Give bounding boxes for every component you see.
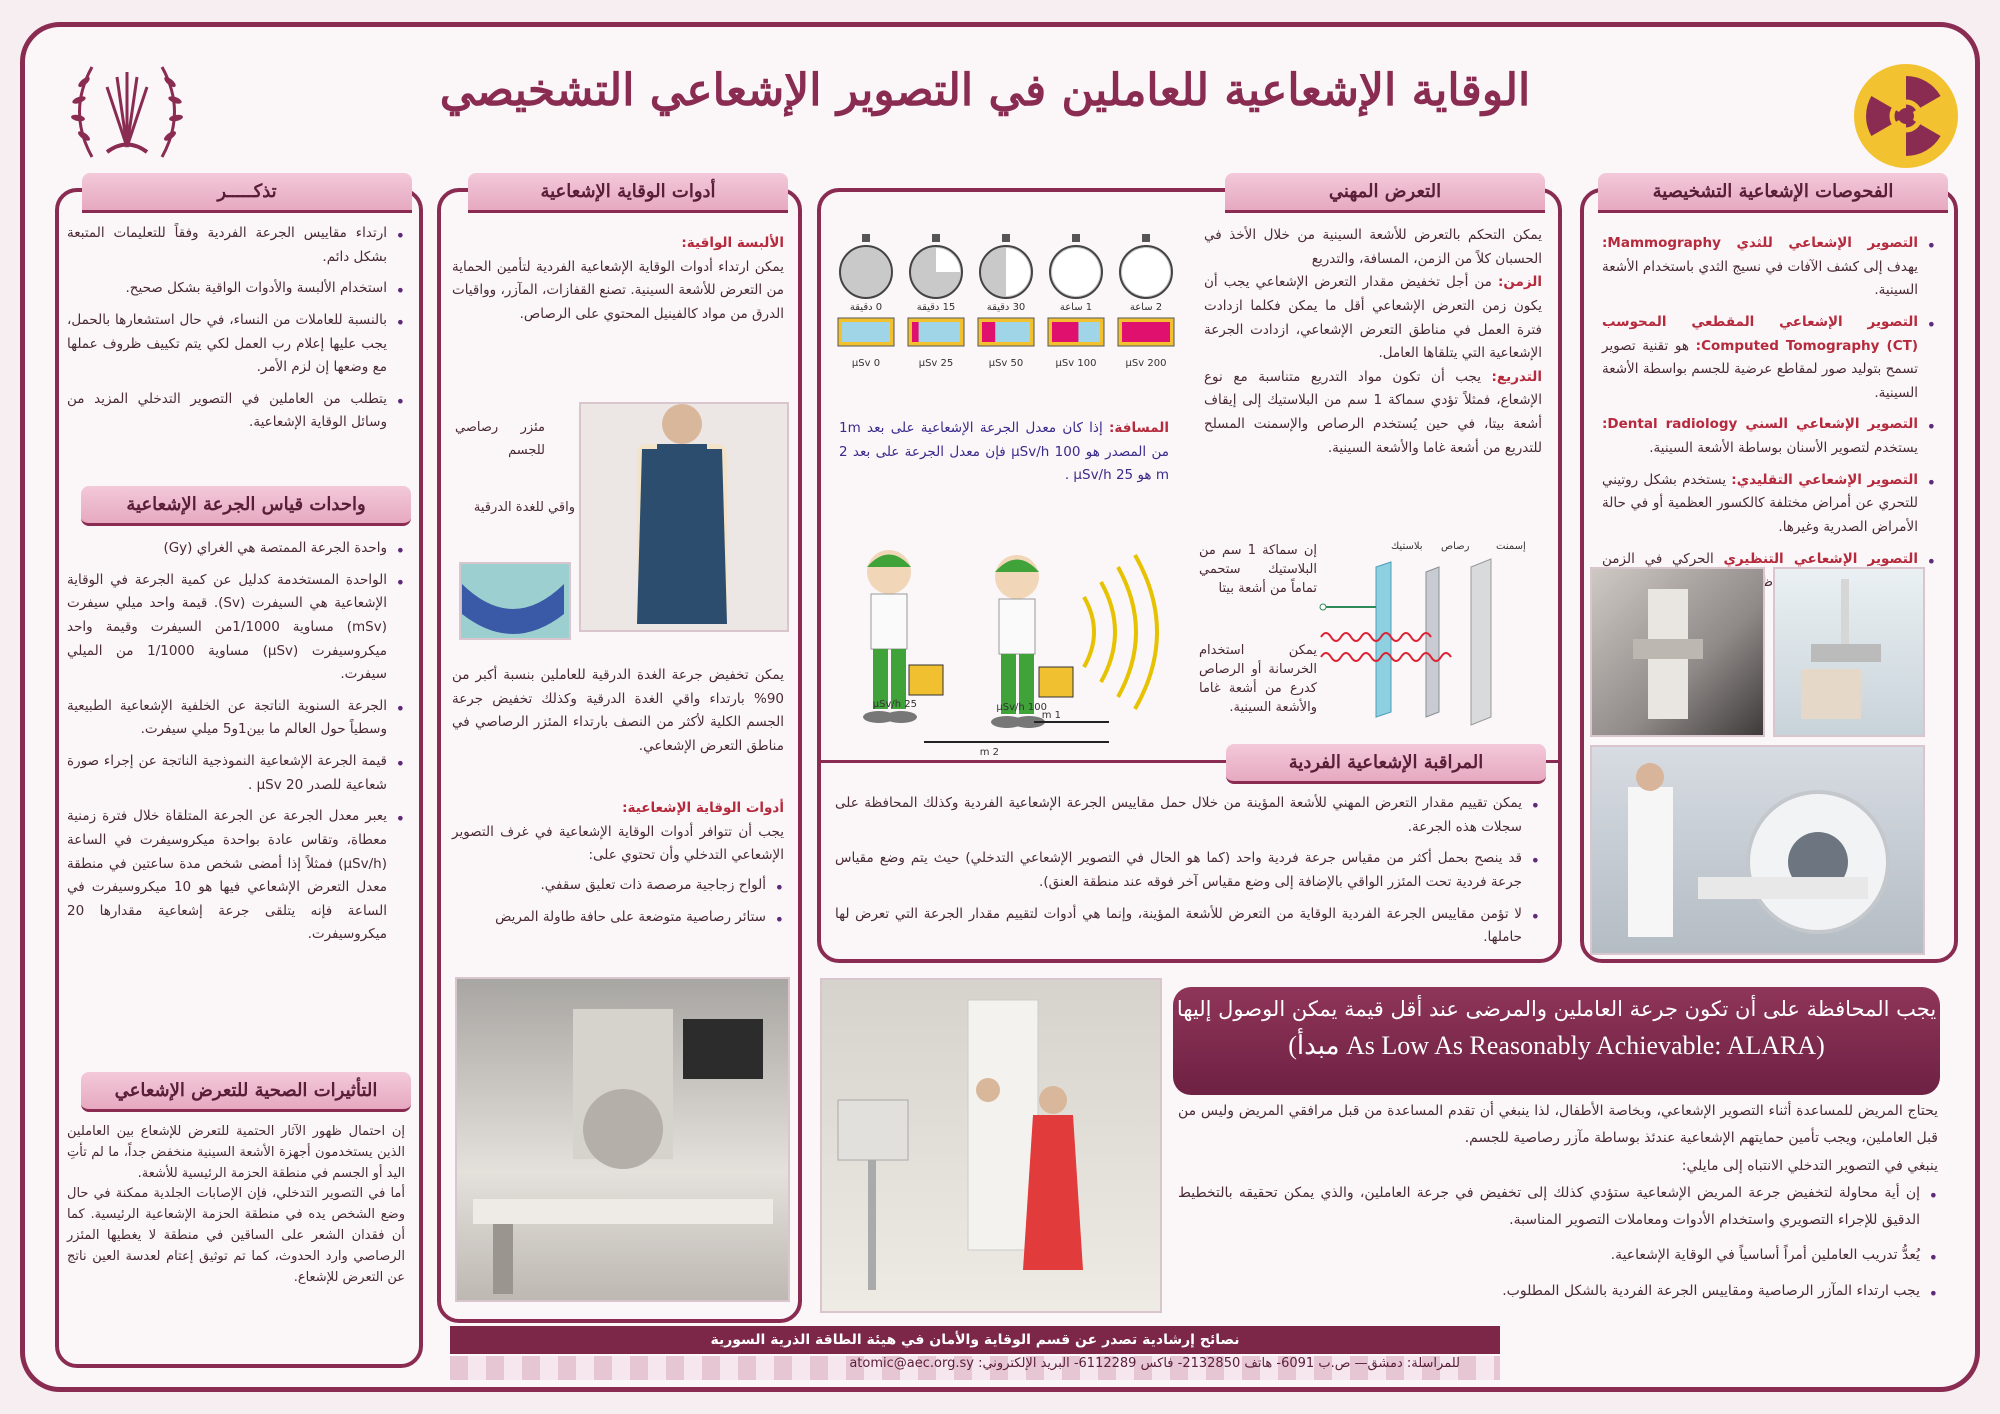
monitoring-list [835, 792, 1540, 958]
list-item: • التصوير الإشعاعي التنظيري الحركي في الزمن ناظم [1602, 548, 1936, 595]
dose-near-label: 100 µSv/h [996, 702, 1047, 713]
list-item: • يعبر معدل الجرعة عن الجرعة المتلقاة خلال فترة زمنية معطاة، وتقاس عادة بواحدة ميكروسيفرت في الساعة (µSv/h) فمثلاً إذا أمضى شخص مدة ساعتين في منطقة معدل التعرض الإشعاعي فيها هو 10 ميكروسيفرت في الساعة فإنه يتلقى جرعة إشعاعية مقدارها 20 ميكروسيفرت. [67, 805, 405, 947]
stopwatch-elapsed [1052, 248, 1100, 296]
list-item: • التصوير الإشعاعي المقطعي المحوسب Computed Tomography (CT): هو تقنية تصوير تسمح بتوليد صور لمقاطع عرضية للجسم بواسطة الأشعة السينية. [1602, 311, 1936, 406]
health-text: إن احتمال ظهور الآثار الحتمية للتعرض للإشعاع بين العاملين الذين يستخدمون أجهزة الأشعة السينية منخفض جداً، ما لم تأتِ اليد أو الجسم في منطقة الحزمة الرئيسية للأشعة. أما في التصوير التدخلي، فإن الإصابات الجلدية ممكنة في حال وضع الشخص يده في منطقة الحزمة الإشعاعية الرئيسية. كما أن فقدان الشعر على الساقين في منطقة لا يغطيها المئزر الرصاصي وارد الحدوث، كما تم توثيق إعتام لعدسة العين ناتج عن التعرض للإشعاع. [67, 1124, 405, 1285]
occupational-heading: التعرض المهني [1328, 181, 1442, 202]
worker-far [863, 550, 943, 723]
occupational-column [817, 188, 1562, 963]
dose-meter-fill [982, 322, 995, 342]
page-title: الوقاية الإشعاعية للعاملين في التصوير الإشعاعي التشخيصي [439, 65, 1531, 116]
list-item: • يُعدُّ تدريب العاملين أمراً أساسياً في الوقاية الإشعاعية. [1178, 1242, 1938, 1269]
radiography-room-photo [820, 978, 1162, 1313]
list-item: • قيمة الجرعة الإشعاعية النموذجية الناتجة عن إجراء صورة شعاعية للصدر 20 µSv . [67, 750, 405, 797]
exams-list [1584, 192, 1954, 595]
timer-label: 0 دقيقة [849, 302, 883, 313]
reduce-text: يمكن تخفيض جرعة الغدة الدرقية للعاملين بنسبة أكبر من 90% بارتداء واقي الغدة الدرقية وكذلك تخفيض جرعة الجسم الكلية لأكثر من النصف بارتداء المئزر الرصاصي في مناطق التعرض الإشعاعي. [452, 667, 784, 754]
lead-label: رصاص [1441, 541, 1470, 552]
mammography-photo [1590, 567, 1765, 737]
distance-text: المسافة: إذا كان معدل الجرعة الإشعاعية على بعد 1m من المصدر هو 100 µSv/h فإن معدل الجرعة على بعد 2 m هو 25 µSv/h . [839, 420, 1169, 484]
interventional-room-photo [455, 977, 790, 1302]
units-heading: واحدات قياس الجرعة الإشعاعية [126, 494, 366, 515]
tab-tools [468, 173, 788, 213]
timer-label: 30 دقيقة [986, 302, 1026, 313]
dose-label: 100 µSv [1055, 358, 1097, 369]
clothing-text: الألبسة الواقية: يمكن ارتداء أدوات الوقاية الإشعاعية الفردية لتأمين الحماية من التعرض للأشعة السينية. تصنع القفازات، المآزر، وواقيات الدرق من مواد كالفينيل المحتوي على الرصاص. [452, 235, 784, 322]
thyroid-label: واقي للغدة الدرقية [473, 500, 575, 515]
health-heading: التأثيرات الصحية للتعرض الإشعاعي [114, 1080, 378, 1101]
dental-xray-photo [1773, 567, 1925, 737]
time-exposure-diagram [836, 232, 1191, 382]
dose-label: 0 µSv [851, 358, 881, 369]
stopwatch-elapsed [936, 248, 960, 272]
stopwatch-icon [840, 246, 892, 298]
tab-health [81, 1072, 411, 1112]
alara-english: (As Low As Reasonably Achievable: ALARA مبدأ) [1288, 1031, 1825, 1060]
remember-heading: تذكـــــر [217, 181, 277, 202]
list-item: • يتطلب من العاملين في التصوير التدخلي المزيد من وسائل الوقاية الإشعاعية. [67, 388, 405, 435]
tab-monitoring [1226, 744, 1546, 784]
stopwatch-elapsed [1122, 248, 1170, 296]
ct-scanner-photo [1590, 745, 1925, 955]
plastic-label: بلاستيك [1391, 541, 1423, 552]
list-item: • يجب ارتداء المآزر الرصاصية ومقاييس الجرعة الفردية بالشكل المطلوب. [1178, 1278, 1938, 1305]
distance-diagram [839, 517, 1184, 762]
list-item: • بالنسبة للعاملات من النساء، في حال استشعارها بالحمل، يجب عليها إعلام رب العمل لكي يتم تكييف ظروف عملها مع وضعها إن لزم الأمر. [67, 309, 405, 380]
list-item: • الواحدة المستخدمة كدليل عن كمية الجرعة في الوقاية الإشعاعية هي السيفرت (Sv). قيمة واحد ميلي سيفرت (mSv) مساوية 1/1000من السيفرت وقيمة واحد ميكروسيفرت (µSv) مساوية 1/1000 من الميلي سيفرت. [67, 569, 405, 687]
timer-label: 2 ساعة [1129, 302, 1163, 313]
occupational-text: يمكن التحكم بالتعرض للأشعة السينية من خلال الأخذ في الحسبان كلاً من الزمن، المسافة، والتدريع الزمن: من أجل تخفيض مقدار التعرض الإشعاعي يجب أن يكون زمن التعرض الإشعاعي أقل ما يمكن فكلما ازدادت فترة العمل في مناطق التعرض الإشعاعي، ازدادت الجرعة الإشعاعية التي يتلقاها العامل. التدريع: يجب أن تكون مواد التدريع متناسبة مع نوع الإشعاع، فمثلاً تؤدي سماكة 1 سم من البلاستيك إلى إيقاف أشعة بيتا، في حين يُستخدم الرصاص والإسمنت المسلح للتدريع من أشعة غاما والأشعة السينية. [1204, 227, 1543, 456]
radiation-icon [1852, 62, 1960, 170]
list-item: • ستائر رصاصية متوضعة على حافة طاولة المريض [452, 906, 784, 930]
timer-label: 1 ساعة [1059, 302, 1093, 313]
dist-1m-label: 1 m [1041, 710, 1061, 721]
tab-units [81, 486, 411, 526]
list-item: • قد ينصح بحمل أكثر من مقياس جرعة فردية واحد (كما هو الحال في التصوير الإشعاعي التدخلي) حيث يتم وضع مقياس جرعة فردية تحت المئزر الواقي بالإضافة إلى وضع مقياس آخر فوقه عند منطقة العنق). [835, 847, 1540, 894]
exams-heading: الفحوصات الإشعاعية التشخيصية [1652, 181, 1894, 202]
alara-arabic: يجب المحافظة على أن تكون جرعة العاملين والمرضى عند أقل قيمة يمكن الوصول إليها [1176, 997, 1937, 1021]
concrete-label: إسمنت [1496, 541, 1526, 552]
tools-list [452, 874, 784, 929]
list-item: • لا تؤمن مقاييس الجرعة الفردية الوقاية من التعرض للأشعة المؤينة، وإنما هي أدوات لتقييم مقدار الجرعة التي تعرض لها حاملها. [835, 903, 1540, 950]
dose-label: 25 µSv [918, 358, 954, 369]
list-item: • يمكن تقييم مقدار التعرض المهني للأشعة المؤينة من خلال حمل مقاييس الجرعة الإشعاعية الفردية وكذلك المحافظة على سجلات هذه الجرعة. [835, 792, 1540, 839]
dose-meter-fill [1122, 322, 1170, 342]
dose-label: 200 µSv [1125, 358, 1167, 369]
thyroid-shield-photo [459, 562, 571, 640]
tab-exams [1598, 173, 1948, 213]
footer-contact: للمراسلة: دمشق— ص.ب 6091- هاتف 2132850- فاكس 6112289- البريد الإلكتروني: atomic@aec.org.sy [450, 1356, 1500, 1380]
alara-banner [1173, 987, 1940, 1095]
tools-text: أدوات الوقاية الإشعاعية: يجب أن تتوافر أدوات الوقاية الإشعاعية في غرف التصوير الإشعاعي التدخلي وأن تحتوي على: • ألواح زجاجية مرصصة ذات تعليق سقفي. • ستائر رصاصية متوضعة على حافة طاولة المريض [452, 797, 784, 937]
dose-meter-screen [912, 322, 960, 342]
stopwatch-crown [1002, 234, 1010, 242]
apron-label: مئزر رصاصي للجسم [455, 420, 545, 458]
shielding-diagram [1321, 537, 1526, 747]
tools-heading: أدوات الوقاية الإشعاعية [540, 181, 716, 202]
stopwatch-crown [862, 234, 870, 242]
dose-meter-fill [912, 322, 919, 342]
units-list [67, 537, 405, 955]
stopwatch-crown [1072, 234, 1080, 242]
list-item: • ألواح زجاجية مرصصة ذات تعليق سقفي. [452, 874, 784, 898]
list-item: • استخدام الألبسة والأدوات الواقية بشكل صحيح. [67, 277, 405, 301]
gamma-note: يمكن استخدام الخرسانة أو الرصاص كدرع من أشعة غاما والأشعة السينية. [1199, 643, 1317, 715]
list-item: • التصوير الإشعاعي التقليدي: يستخدم بشكل روتيني للتحري عن أمراض مختلفة كالكسور العظمية أو في حالة الأمراض الصدرية وغيرها. [1602, 469, 1936, 540]
remember-column [55, 188, 423, 1368]
monitoring-heading: المراقبة الإشعاعية الفردية [1288, 752, 1484, 773]
dose-meter-fill [1052, 322, 1078, 342]
dist-2m-label: 2 m [979, 747, 999, 758]
beta-note: إن سماكة 1 سم من البلاستيك ستحمي تماماً من أشعة بيتا [1199, 543, 1317, 596]
tab-remember [82, 173, 412, 213]
dose-label: 50 µSv [988, 358, 1024, 369]
list-item: • واحدة الجرعة الممتصة هي الغراي (Gy) [67, 537, 405, 561]
list-item: • الجرعة السنوية الناتجة عن الخلفية الإشعاعية الطبيعية وسطياً حول العالم ما بين1و5 ميلي سيفرت. [67, 695, 405, 742]
lead-apron-photo [579, 402, 789, 632]
tab-occupational [1225, 173, 1545, 213]
stopwatch-crown [932, 234, 940, 242]
stopwatch-crown [1142, 234, 1150, 242]
timer-label: 15 دقيقة [916, 302, 956, 313]
footer-publisher: نصائح إرشادية تصدر عن قسم الوقاية والأمان في هيئة الطاقة الذرية السورية [450, 1326, 1500, 1354]
remember-list [67, 222, 405, 443]
laurel-emblem-icon [62, 52, 192, 172]
tools-column [437, 188, 802, 1323]
patient-text: يحتاج المريض للمساعدة أثناء التصوير الإشعاعي، وبخاصة الأطفال، لذا ينبغي أن تقدم المساعدة من قبل مرافقي المريض وليس من قبل العاملين، ويجب تأمين حمايتهم الإشعاعية عندئذ بوساطة مآزر رصاصية للجسم. ينبغي في التصوير التدخلي الانتباه إلى مايلي: • إن أية محاولة لتخفيض جرعة المريض الإشعاعية ستؤدي كذلك إلى تخفيض في جرعة العاملين، والذي يمكن تحقيقه بالتخطيط الدقيق للإجراء التصويري واستخدام الأدوات ومعاملات التصوير المناسبة. • يُعدُّ تدريب العاملين أمراً أساسياً في الوقاية الإشعاعية. • يجب ارتداء المآزر الرصاصية ومقاييس الجرعة الفردية بالشكل المطلوب. [1178, 1098, 1938, 1313]
list-item: • ارتداء مقاييس الجرعة الفردية وفقاً للتعليمات المتبعة بشكل دائم. [67, 222, 405, 269]
list-item: • التصوير الإشعاعي للثدي Mammography: يهدف إلى كشف الآفات في نسيج الثدي باستخدام الأشعة السينية. [1602, 232, 1936, 303]
dose-meter-screen [842, 322, 890, 342]
list-item: • التصوير الإشعاعي السني Dental radiology: يستخدم لتصوير الأسنان بوساطة الأشعة السينية. [1602, 413, 1936, 460]
patient-list [1178, 1180, 1938, 1305]
list-item: • إن أية محاولة لتخفيض جرعة المريض الإشعاعية ستؤدي كذلك إلى تخفيض في جرعة العاملين، والذي يمكن تحقيقه بالتخطيط الدقيق للإجراء التصويري واستخدام الأدوات ومعاملات التصوير المناسبة. [1178, 1180, 1938, 1235]
dose-far-label: 25 µSv/h [872, 699, 917, 710]
